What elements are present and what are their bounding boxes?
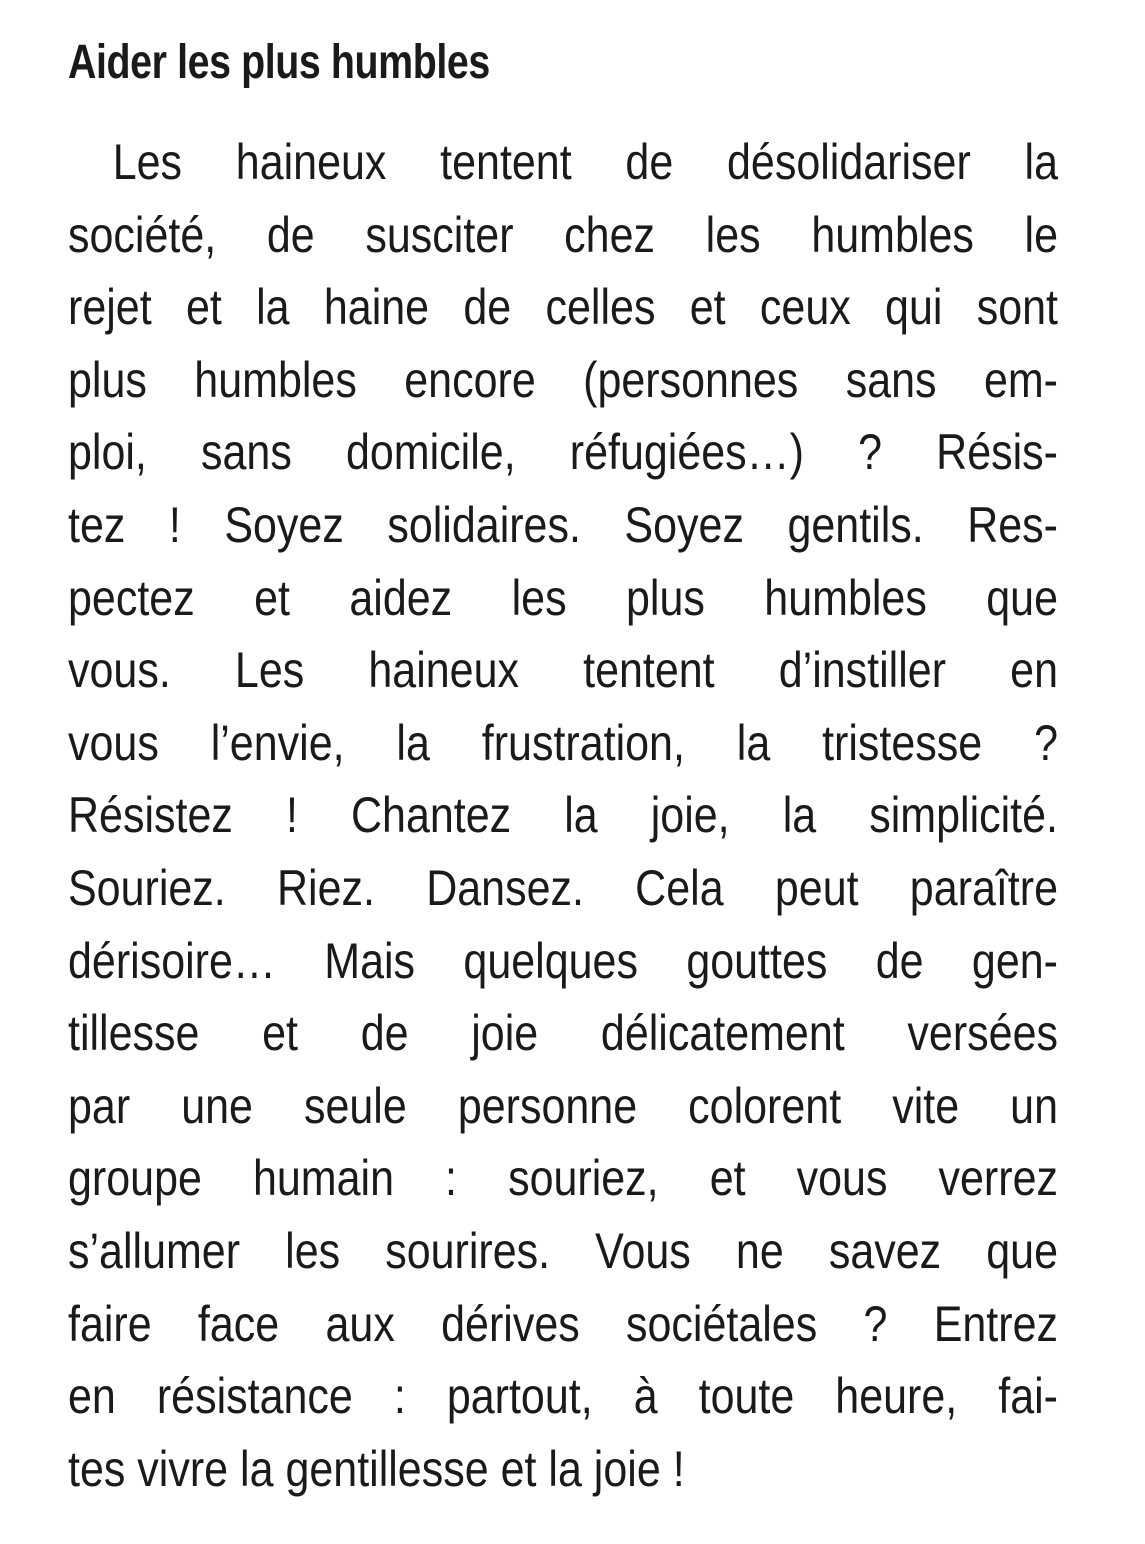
body-line: par une seule personne colorent vite un bbox=[68, 1077, 1058, 1134]
article bbox=[68, 28, 1058, 1497]
body-line: faire face aux dérives sociétales ? Entrez bbox=[68, 1295, 1058, 1352]
body-line: ploi, sans domicile, réfugiées…) ? Résis- bbox=[68, 424, 1058, 481]
article-body bbox=[68, 126, 1058, 1505]
article-title: Aider les plus humbles bbox=[68, 36, 490, 89]
body-line: pectez et aidez les plus humbles que bbox=[68, 569, 1058, 626]
body-line: Souriez. Riez. Dansez. Cela peut paraître bbox=[68, 859, 1058, 916]
body-line: dérisoire… Mais quelques gouttes de gen- bbox=[68, 932, 1058, 989]
body-line: plus humbles encore (personnes sans em- bbox=[68, 351, 1058, 408]
body-line: Les haineux tentent de désolidariser la bbox=[112, 134, 1058, 190]
body-line: tillesse et de joie délicatement versées bbox=[68, 1005, 1058, 1062]
body-line: vous l’envie, la frustration, la tristesse ? bbox=[68, 714, 1058, 771]
body-line: tez ! Soyez solidaires. Soyez gentils. Res- bbox=[68, 496, 1058, 553]
body-line: tes vivre la gentillesse et la joie ! bbox=[68, 1440, 685, 1497]
body-line: en résistance : partout, à toute heure, fai- bbox=[68, 1368, 1058, 1425]
body-line: groupe humain : souriez, et vous verrez bbox=[68, 1150, 1058, 1207]
body-line: Résistez ! Chantez la joie, la simplicité. bbox=[68, 787, 1058, 844]
body-line: rejet et la haine de celles et ceux qui sont bbox=[68, 279, 1058, 336]
body-line: vous. Les haineux tentent d’instiller en bbox=[68, 642, 1058, 699]
body-line: société, de susciter chez les humbles le bbox=[68, 206, 1058, 263]
body-line: s’allumer les sourires. Vous ne savez que bbox=[68, 1222, 1058, 1279]
